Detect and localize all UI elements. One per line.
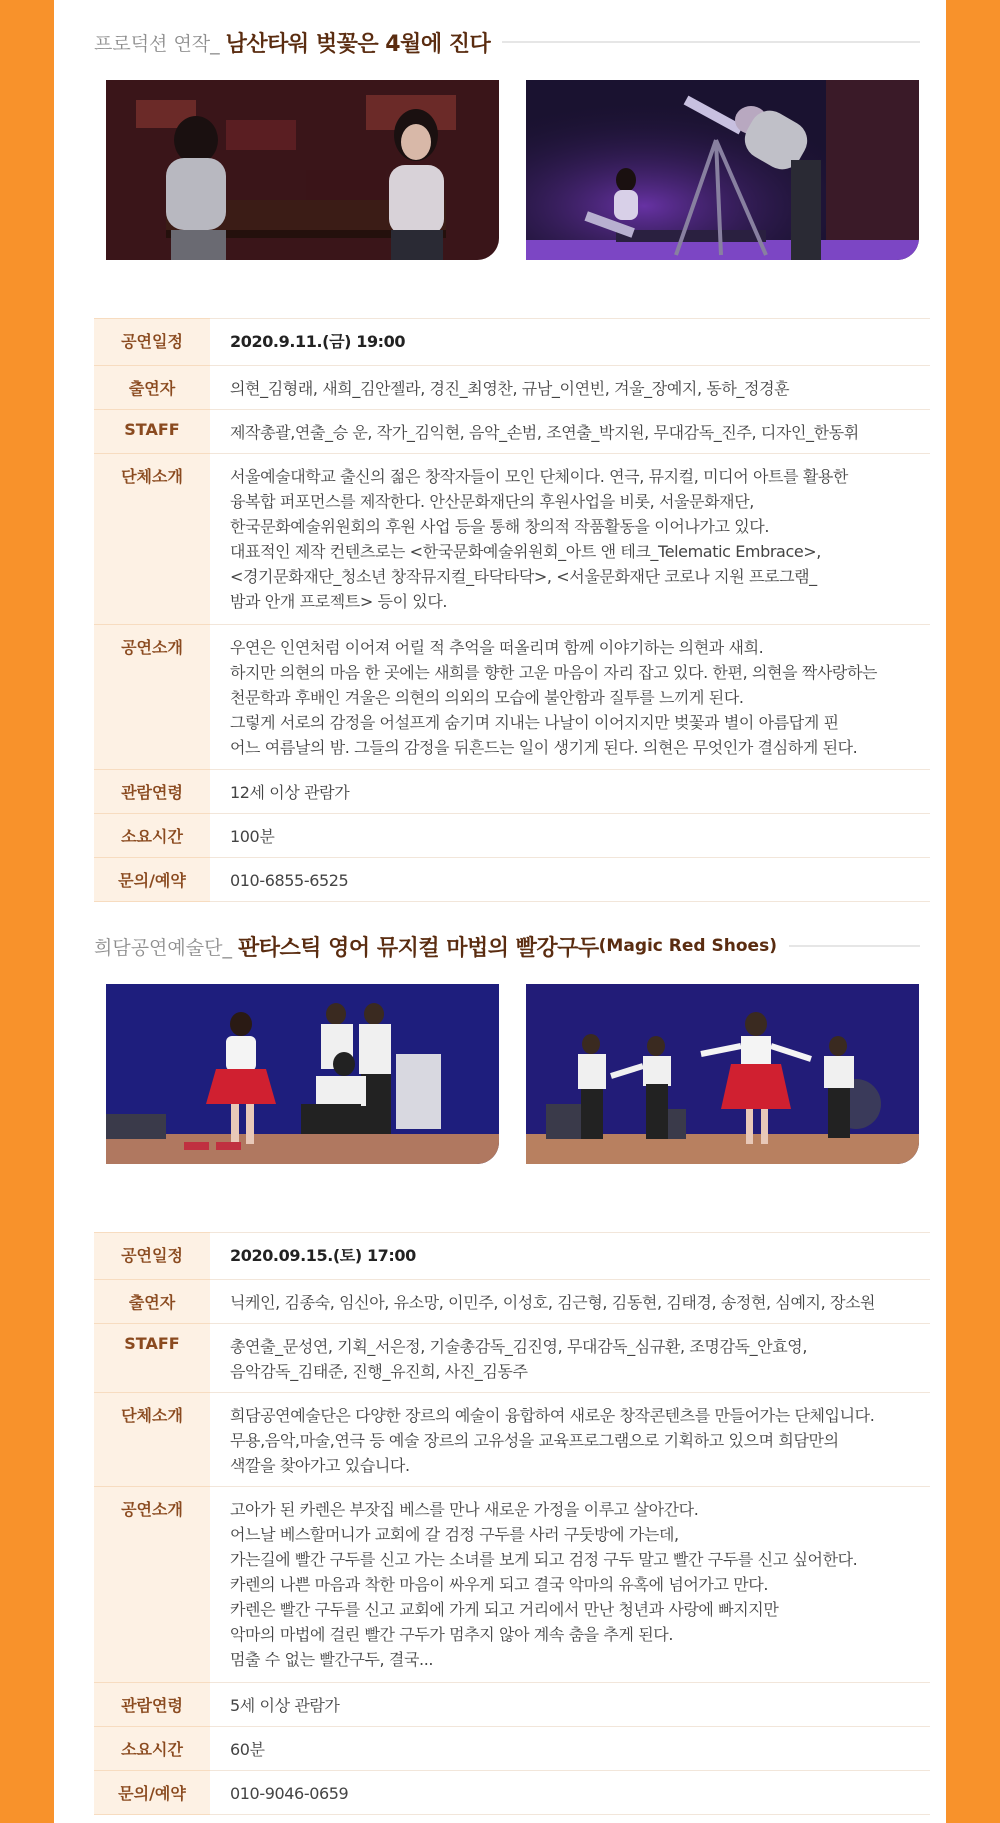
value-cast: 닉케인, 김종숙, 임신아, 유소망, 이민주, 이성호, 김근형, 김동현, 김태경, 송정현, 심예지, 장소원 (210, 1280, 930, 1324)
value-staff: 제작총괄,연출_승 운, 작가_김익현, 음악_손범, 조연출_박지원, 무대감독_진주, 디자인_한동휘 (210, 410, 930, 454)
value-duration: 60분 (210, 1727, 930, 1771)
value-schedule: 2020.9.11.(금) 19:00 (210, 319, 930, 366)
value-staff: 총연출_문성연, 기획_서은정, 기술총감독_김진영, 무대감독_심규환, 조명감독_안효영, 음악감독_김태준, 진행_유진희, 사진_김동주 (210, 1324, 930, 1393)
value-show-intro: 우연은 인연처럼 이어져 어릴 적 추억을 떠올리며 함께 이야기하는 의현과 새희. 하지만 의현의 마음 한 곳에는 새희를 향한 고운 마음이 자리 잡고 있다. 한편, 의현을 짝사랑하는 천문학과 후배인 겨울은 의현의 의외의 모습에 불안함과 질투를 느끼게 된다. 그렇게 서로의 감정을 어설프게 숨기며 지내는 나날이 이어지지만 벚꽃과 별이 아름답게 핀 어느 여름날의 밤. 그들의 감정을 뒤흔드는 일이 생기게 된다. 의현은 무엇인가 결심하게 된다. (210, 625, 930, 770)
row-schedule (94, 1233, 930, 1280)
performance-info-table (94, 1232, 930, 1815)
stage-photo-dance-scene (526, 984, 919, 1164)
section-title (94, 12, 920, 72)
performance-info-table (94, 318, 930, 902)
label-contact: 문의/예약 (94, 1771, 210, 1815)
label-duration: 소요시간 (94, 1727, 210, 1771)
row-duration (94, 1727, 930, 1771)
row-contact (94, 1771, 930, 1815)
label-company-intro: 단체소개 (94, 454, 210, 625)
row-cast (94, 1280, 930, 1324)
section-title (94, 916, 920, 976)
row-show-intro (94, 625, 930, 770)
row-age (94, 1683, 930, 1727)
label-show-intro: 공연소개 (94, 625, 210, 770)
label-show-intro: 공연소개 (94, 1487, 210, 1683)
row-staff (94, 1324, 930, 1393)
row-age (94, 770, 930, 814)
value-contact: 010-6855-6525 (210, 858, 930, 902)
stage-photo-telescope-scene (526, 80, 919, 260)
label-schedule: 공연일정 (94, 1233, 210, 1280)
row-staff (94, 410, 930, 454)
title-prefix: 프로덕션 연작_ (94, 32, 220, 55)
title-divider (502, 41, 920, 43)
label-duration: 소요시간 (94, 814, 210, 858)
value-age: 5세 이상 관람가 (210, 1683, 930, 1727)
row-company-intro (94, 454, 930, 625)
title-divider (789, 945, 920, 947)
title-main: 남산타워 벚꽃은 4월에 진다 (225, 31, 491, 57)
value-contact: 010-9046-0659 (210, 1771, 930, 1815)
row-show-intro (94, 1487, 930, 1683)
value-company-intro: 희담공연예술단은 다양한 장르의 예술이 융합하여 새로운 창작콘텐츠를 만들어가는 단체입니다. 무용,음악,마술,연극 등 예술 장르의 고유성을 교육프로그램으로 기획하고 있으며 희담만의 색깔을 찾아가고 있습니다. (210, 1393, 930, 1487)
row-duration (94, 814, 930, 858)
row-cast (94, 366, 930, 410)
title-prefix: 희담공연예술단_ (94, 936, 232, 959)
label-contact: 문의/예약 (94, 858, 210, 902)
value-schedule: 2020.09.15.(토) 17:00 (210, 1233, 930, 1280)
stage-photo-shoe-scene (106, 984, 499, 1164)
label-schedule: 공연일정 (94, 319, 210, 366)
label-cast: 출연자 (94, 1280, 210, 1324)
value-age: 12세 이상 관람가 (210, 770, 930, 814)
value-show-intro: 고아가 된 카렌은 부잣집 베스를 만나 새로운 가정을 이루고 살아간다. 어느날 베스할머니가 교회에 갈 검정 구두를 사러 구둣방에 가는데, 가는길에 빨간 구두를 신고 가는 소녀를 보게 되고 검정 구두 말고 빨간 구두를 신고 싶어한다. 카렌의 나쁜 마음과 착한 마음이 싸우게 되고 결국 악마의 유혹에 넘어가고 만다. 카렌은 빨간 구두를 신고 교회에 가게 되고 거리에서 만난 청년과 사랑에 빠지지만 악마의 마법에 걸린 빨간 구두가 멈추지 않아 계속 춤을 추게 된다. 멈출 수 없는 빨간구두, 결국... (210, 1487, 930, 1683)
label-staff: STAFF (94, 410, 210, 454)
value-cast: 의현_김형래, 새희_김안젤라, 경진_최영찬, 규남_이연빈, 겨울_장예지, 동하_정경훈 (210, 366, 930, 410)
label-cast: 출연자 (94, 366, 210, 410)
photo-row (94, 80, 920, 260)
row-company-intro (94, 1393, 930, 1487)
label-age: 관람연령 (94, 1683, 210, 1727)
photo-row (94, 984, 920, 1164)
page-content (54, 0, 946, 1823)
title-subtitle: (Magic Red Shoes) (598, 936, 777, 956)
performance-section-1 (94, 0, 920, 890)
title-main: 판타스틱 영어 뮤지컬 마법의 빨강구두 (237, 935, 599, 961)
performance-section-2 (94, 916, 920, 1803)
value-company-intro: 서울예술대학교 출신의 젊은 창작자들이 모인 단체이다. 연극, 뮤지컬, 미디어 아트를 활용한 융복합 퍼포먼스를 제작한다. 안산문화재단의 후원사업을 비롯, 서울문화재단, 한국문화예술위원회의 후원 사업 등을 통해 창의적 작품활동을 이어나가고 있다. 대표적인 제작 컨텐츠로는 <한국문화예술위원회_아트 앤 테크_Telematic Embrace>, <경기문화재단_청소년 창작뮤지컬_타닥타닥>, <서울문화재단 코로나 지원 프로그램_ 밤과 안개 프로젝트> 등이 있다. (210, 454, 930, 625)
label-company-intro: 단체소개 (94, 1393, 210, 1487)
value-duration: 100분 (210, 814, 930, 858)
label-age: 관람연령 (94, 770, 210, 814)
row-schedule (94, 319, 930, 366)
label-staff: STAFF (94, 1324, 210, 1393)
stage-photo-bench-scene (106, 80, 499, 260)
row-contact (94, 858, 930, 902)
